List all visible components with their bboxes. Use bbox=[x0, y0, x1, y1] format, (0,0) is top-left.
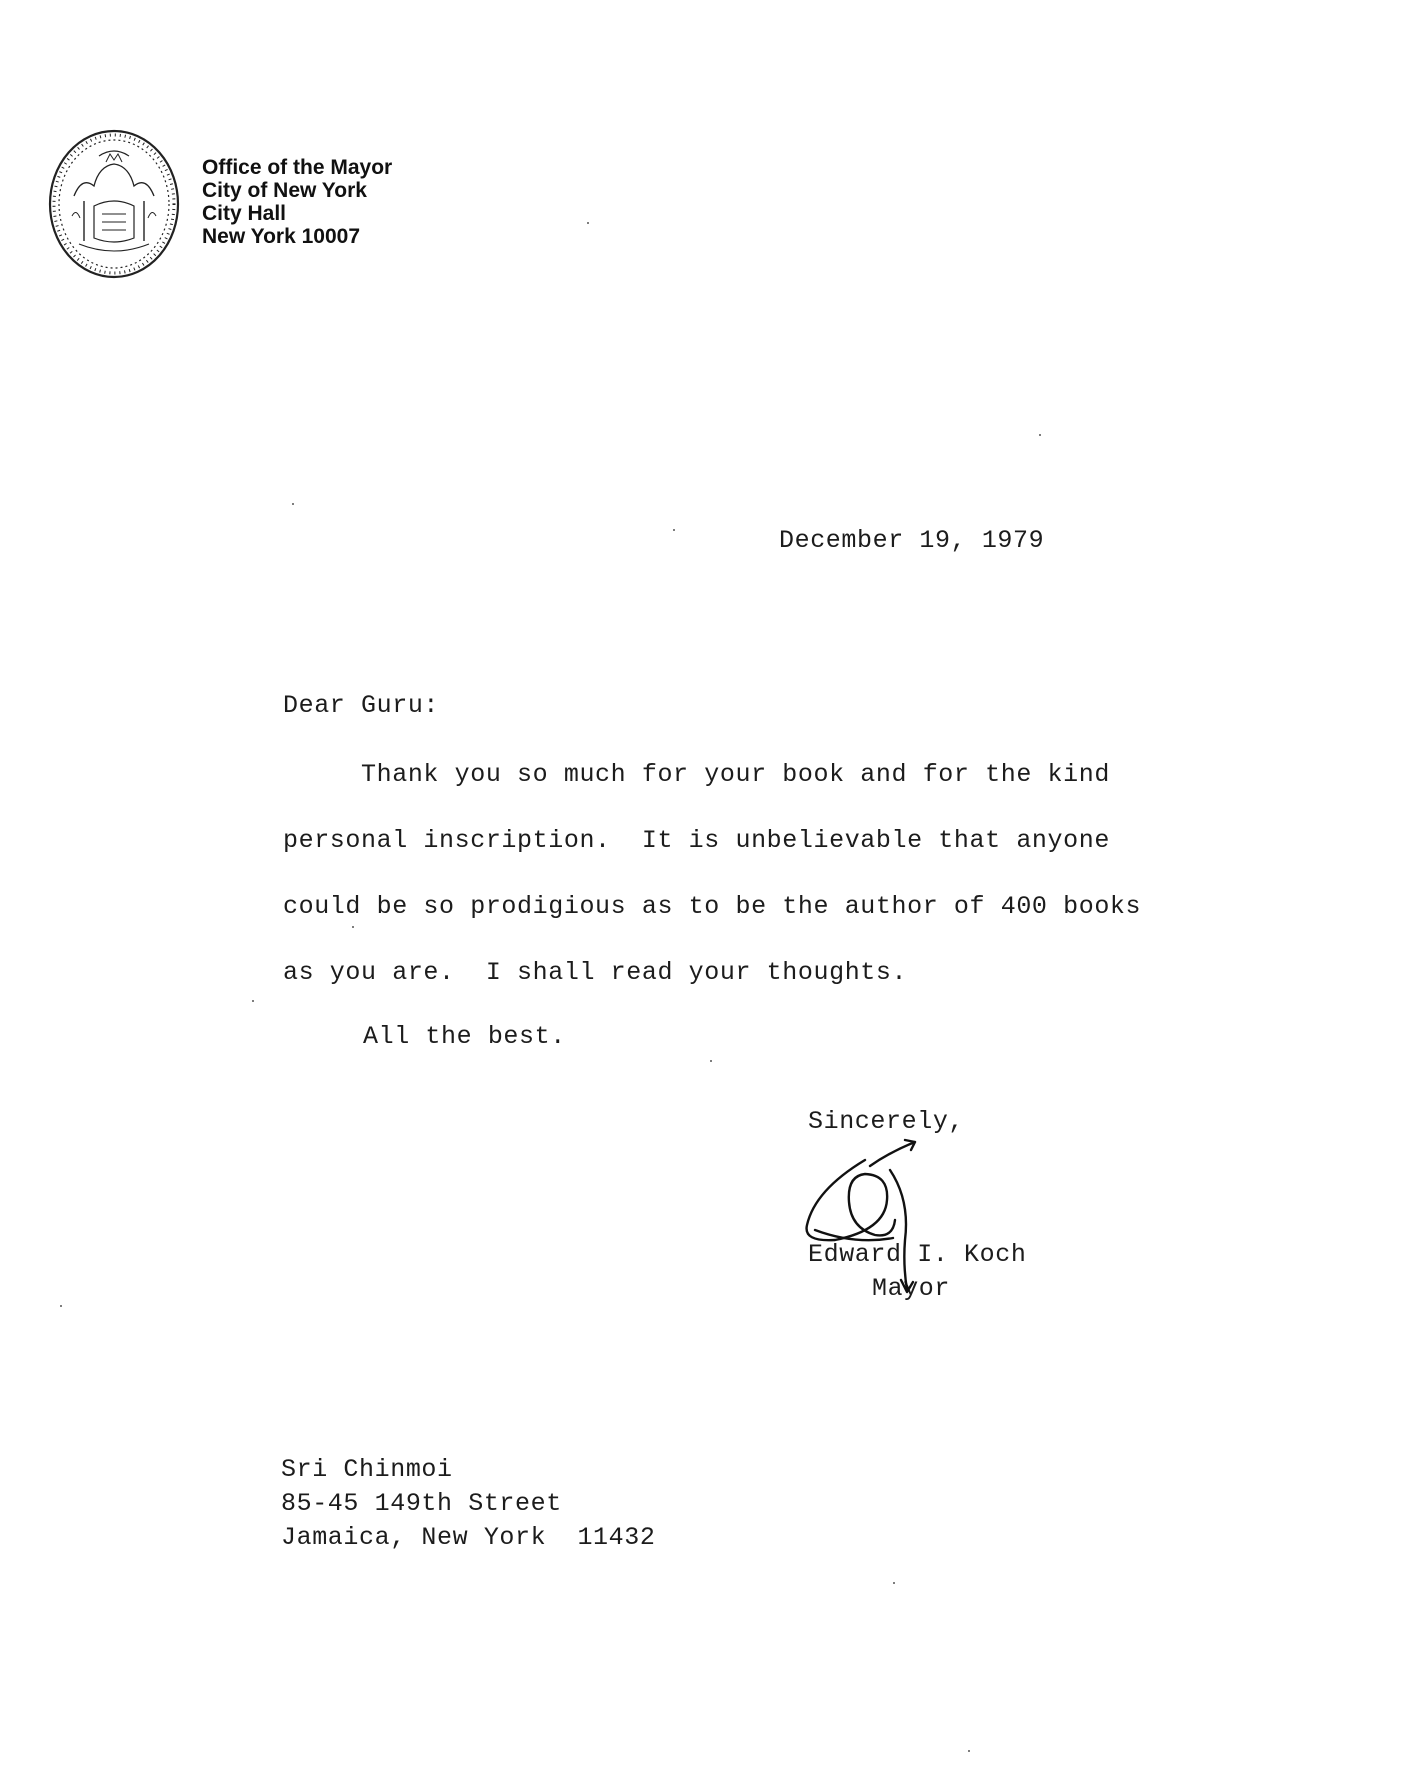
closing-line: All the best. bbox=[363, 1022, 566, 1051]
recipient-street: 85-45 149th Street bbox=[281, 1489, 562, 1518]
handwritten-signature-icon bbox=[795, 1130, 985, 1300]
recipient-city: Jamaica, New York 11432 bbox=[281, 1523, 656, 1552]
paper-speck bbox=[1039, 434, 1041, 436]
letterhead-city: City of New York bbox=[202, 179, 367, 202]
recipient-name: Sri Chinmoi bbox=[281, 1455, 453, 1484]
body-line: as you are. I shall read your thoughts. bbox=[283, 958, 908, 987]
letterhead bbox=[202, 156, 392, 248]
body-line: personal inscription. It is unbelievable that anyone bbox=[283, 826, 1110, 855]
paper-speck bbox=[893, 1582, 895, 1584]
paper-speck bbox=[968, 1750, 970, 1752]
signer-title: Mayor bbox=[872, 1274, 951, 1303]
letter-body bbox=[283, 758, 1141, 1022]
letter-date: December 19, 1979 bbox=[779, 526, 1045, 555]
paper-speck bbox=[673, 529, 675, 531]
city-seal-icon bbox=[44, 126, 184, 282]
letterhead-building: City Hall bbox=[202, 202, 287, 225]
recipient-address bbox=[281, 1453, 655, 1555]
body-line: could be so prodigious as to be the author of 400 books bbox=[283, 892, 1142, 921]
sign-off: Sincerely, bbox=[808, 1107, 965, 1136]
letterhead-office: Office of the Mayor bbox=[202, 156, 393, 179]
body-line: Thank you so much for your book and for the kind bbox=[283, 760, 1110, 789]
paper-speck bbox=[587, 222, 589, 224]
paper-speck bbox=[352, 926, 354, 928]
paper-speck bbox=[710, 1060, 712, 1062]
paper-speck bbox=[60, 1305, 62, 1307]
paper-speck bbox=[252, 1000, 254, 1002]
salutation: Dear Guru: bbox=[283, 691, 440, 720]
paper-speck bbox=[292, 503, 294, 505]
signer-name: Edward I. Koch bbox=[808, 1240, 1027, 1269]
letterhead-postal: New York 10007 bbox=[202, 225, 360, 248]
